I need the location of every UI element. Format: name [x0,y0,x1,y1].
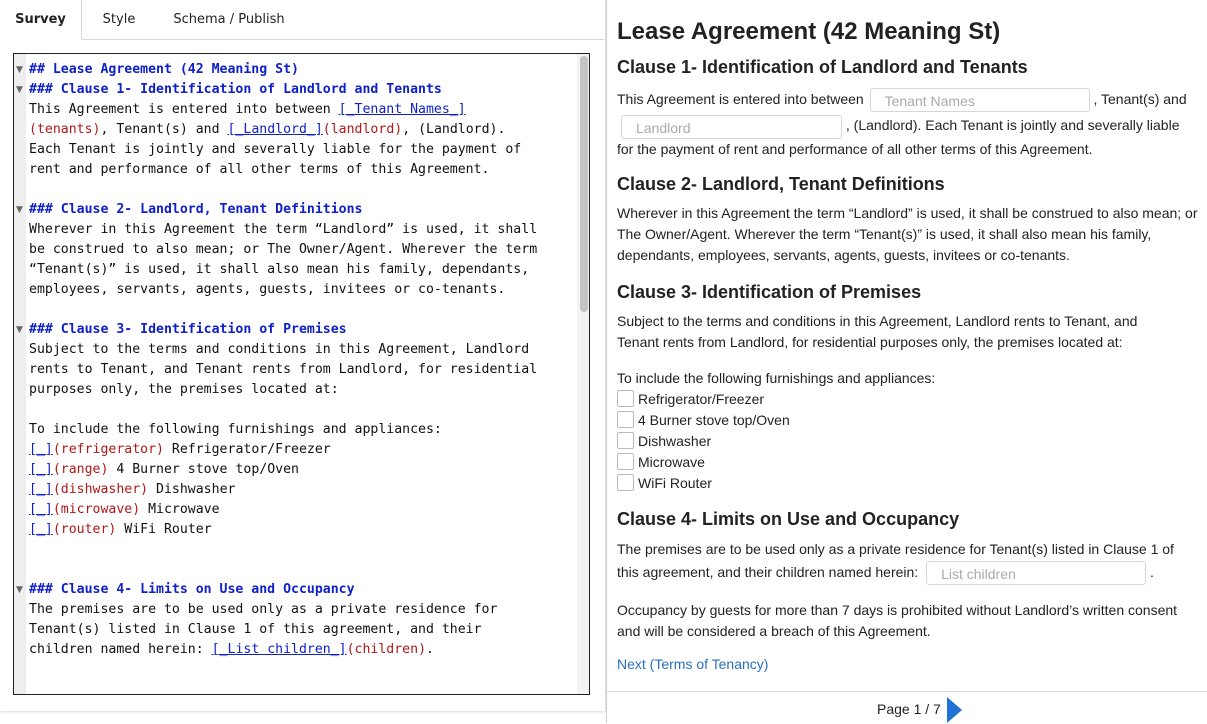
fold-toggle-icon[interactable]: ▼ [16,585,23,595]
code-line: To include the following furnishings and appliances: [29,422,442,437]
code-field: [_] [29,502,53,517]
children-input[interactable]: List children [926,561,1146,585]
editor-code[interactable] [29,60,574,660]
tab-style[interactable]: Style [102,12,136,27]
code-var: (children) [346,642,427,657]
code-var: (refrigerator) [52,442,164,457]
appliances-intro: To include the following furnishings and appliances: [617,370,936,386]
fold-toggle-icon[interactable]: ▼ [16,85,23,95]
clause-1-text-part: , (Landlord). Each Tenant is jointly and severally liable [845,117,1180,134]
checkbox-icon[interactable] [617,390,634,407]
checkbox-label: Microwave [638,454,705,470]
tab-bar [0,0,604,40]
code-line: ### Clause 4- Limits on Use and Occupancy [29,582,355,597]
code-line: ## Lease Agreement (42 Meaning St) [29,62,299,77]
code-text: Refrigerator/Freezer [163,442,331,457]
fold-toggle-icon[interactable]: ▼ [16,65,23,75]
checkbox-microwave[interactable] [617,453,705,472]
code-var: (dishwasher) [52,482,149,497]
clause-1-text [617,86,1202,160]
checkbox-dishwasher[interactable] [617,432,711,451]
editor-scrollbar[interactable] [577,54,589,694]
editor-panel [0,0,606,711]
code-text: Microwave [140,502,220,517]
clause-1-text-part: This Agreement is entered into between [617,91,864,107]
code-text: , (Landlord). [402,122,506,137]
code-line: ### Clause 1- Identification of Landlord and Tenants [29,82,442,97]
clause-4-text [617,538,1187,585]
code-line: Subject to the terms and conditions in this Agreement, Landlord [29,342,530,357]
clause-3-heading: Clause 3- Identification of Premises [617,282,922,302]
clause-1-text-part: , Tenant(s) and [1093,91,1187,107]
code-text: 4 Burner stove top/Oven [108,462,299,477]
checkbox-label: WiFi Router [638,475,712,491]
code-var: (landlord) [322,122,403,137]
checkbox-label: 4 Burner stove top/Oven [638,412,790,428]
checkbox-label: Dishwasher [638,433,712,449]
next-page-link[interactable]: Next (Terms of Tenancy) [617,656,769,672]
code-line: Wherever in this Agreement the term “Landlord” is used, it shall [29,222,538,237]
next-arrow-icon[interactable] [947,697,962,723]
clause-2-text: Wherever in this Agreement the term “Landlord” is used, it shall be construed to also mean; or The Owner/Agent. Wherever the term “Tenant(s)” is used, it shall also mean his family, dependants, employees, servants, agents, guests, invitees or co-tenants. [617,205,1198,263]
code-field: [_List children_] [211,642,347,657]
clause-4-heading: Clause 4- Limits on Use and Occupancy [617,509,960,529]
clause-1-heading: Clause 1- Identification of Landlord and Tenants [617,57,1028,77]
clause-4-text-part: The premises are to be used only as a private residence for Tenant(s) listed in Clause 1 of this agreement, and their children named herein: [617,541,1174,580]
code-var: (range) [52,462,109,477]
page-title: Lease Agreement (42 Meaning St) [617,18,1001,45]
code-text: . [426,642,434,657]
markdown-editor[interactable] [13,53,590,695]
code-line: “Tenant(s)” is used, it shall also mean his family, dependants, [29,262,530,277]
code-text: , Tenant(s) and [100,122,228,137]
code-text: This Agreement is entered into between [29,102,339,117]
fold-toggle-icon[interactable]: ▼ [16,325,23,335]
checkbox-icon[interactable] [617,411,634,428]
code-var: (tenants) [29,122,101,137]
occupancy-text: Occupancy by guests for more than 7 days is prohibited without Landlord’s written consent and will be considered a breach of this Agreement. [617,602,1178,639]
tenant-names-input[interactable]: Tenant Names [870,88,1090,112]
code-var: (microwave) [52,502,141,517]
code-text: WiFi Router [116,522,212,537]
tab-schema-publish[interactable]: Schema / Publish [173,12,285,27]
code-field: [_Tenant Names_] [338,102,466,117]
code-field: [_] [29,522,53,537]
checkbox-range[interactable] [617,411,790,430]
code-line: rent and performance of all other terms of this Agreement. [29,162,490,177]
code-field: [_] [29,442,53,457]
code-line: Tenant(s) listed in Clause 1 of this agreement, and their [29,622,482,637]
pagination-footer [607,691,1207,724]
checkbox-icon[interactable] [617,453,634,470]
checkbox-icon[interactable] [617,474,634,491]
code-field: [_] [29,462,53,477]
code-line: employees, servants, agents, guests, invitees or co-tenants. [29,282,506,297]
code-var: (router) [52,522,117,537]
checkbox-label: Refrigerator/Freezer [638,391,765,407]
code-line: Each Tenant is jointly and severally liable for the payment of [29,142,522,157]
clause-1-text-part: for the payment of rent and performance of all other terms of this Agreement. [617,140,1093,157]
code-field: [_Landlord_] [227,122,323,137]
tab-survey[interactable]: Survey [0,0,82,40]
code-line: ### Clause 2- Landlord, Tenant Definitions [29,202,363,217]
editor-scroll-thumb[interactable] [580,56,588,312]
checkbox-icon[interactable] [617,432,634,449]
checkbox-refrigerator[interactable] [617,390,764,409]
fold-toggle-icon[interactable]: ▼ [16,205,23,215]
code-text: Dishwasher [148,482,236,497]
code-text: children named herein: [29,642,212,657]
checkbox-router[interactable] [617,474,712,493]
landlord-input[interactable]: Landlord [621,115,842,139]
code-line: rents to Tenant, and Tenant rents from Landlord, for residential [29,362,538,377]
clause-4-text-part: . [1149,564,1154,580]
code-line: purposes only, the premises located at: [29,382,339,397]
code-line: ### Clause 3- Identification of Premises [29,322,347,337]
clause-3-text: Subject to the terms and conditions in this Agreement, Landlord rents to Tenant, and Tenant rents from Landlord, for residential purposes only, the premises located at: [617,313,1138,350]
code-line: be construed to also mean; or The Owner/Agent. Wherever the term [29,242,538,257]
editor-gutter [14,54,26,694]
code-field: [_] [29,482,53,497]
page-indicator: Page 1 / 7 [877,701,941,717]
code-line: The premises are to be used only as a private residence for [29,602,498,617]
preview-panel [606,0,1207,723]
clause-2-heading: Clause 2- Landlord, Tenant Definitions [617,174,945,194]
